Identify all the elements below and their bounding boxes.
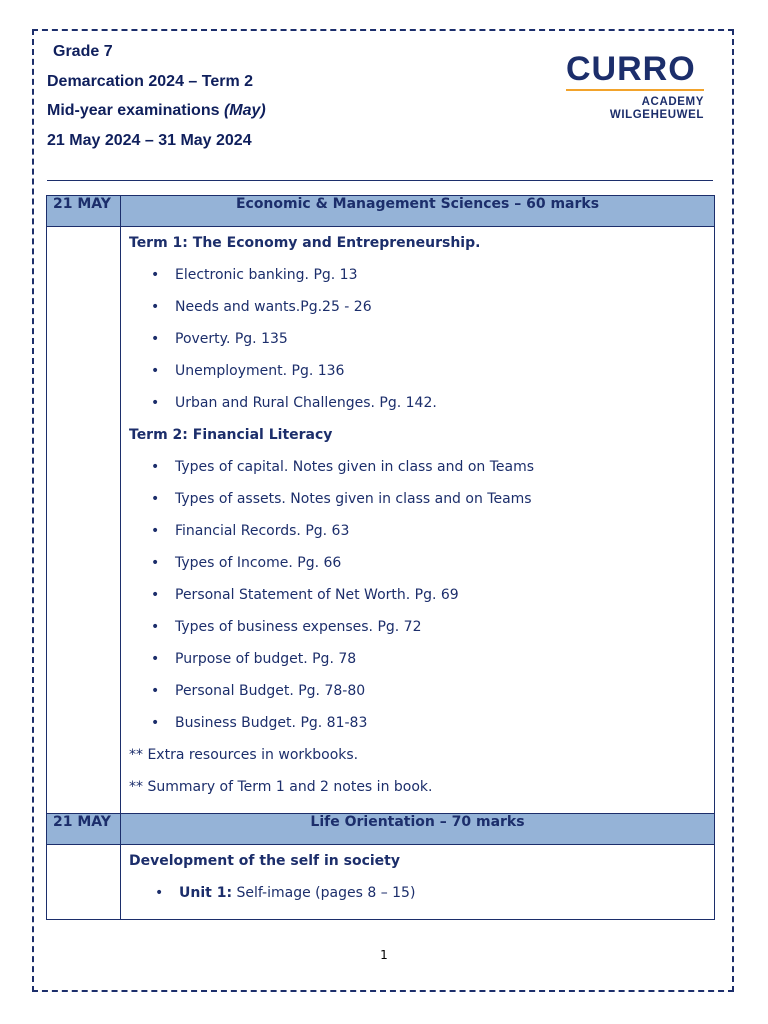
list-item-text: Types of assets. Notes given in class and on Teams <box>175 491 532 507</box>
list-item <box>129 881 706 913</box>
list-item-text: Business Budget. Pg. 81-83 <box>175 715 368 731</box>
list-item-text: Electronic banking. Pg. 13 <box>175 267 358 283</box>
list-item <box>129 391 706 423</box>
note-line: ** Extra resources in workbooks. <box>129 747 359 763</box>
exam-title-prefix: Mid-year examinations <box>47 102 224 119</box>
logo-accent-bar <box>566 89 704 91</box>
list-item <box>129 455 706 487</box>
bullet-icon: • <box>151 651 160 667</box>
list-item <box>129 359 706 391</box>
demarcation-table <box>46 195 715 920</box>
list-item <box>129 327 706 359</box>
logo-line-academy: ACADEMY <box>641 96 704 108</box>
exam-date: 21 MAY <box>47 196 121 227</box>
bullet-icon: • <box>151 555 160 571</box>
list-item <box>129 583 706 615</box>
bullet-icon: • <box>151 587 160 603</box>
list-item <box>129 679 706 711</box>
list-item-text: Personal Budget. Pg. 78-80 <box>175 683 366 699</box>
subject-content-cell <box>121 845 715 920</box>
list-item <box>129 295 706 327</box>
list-item-text: Types of business expenses. Pg. 72 <box>175 619 422 635</box>
bullet-icon: • <box>151 619 160 635</box>
bullet-icon: • <box>151 267 160 283</box>
bullet-icon: • <box>151 491 160 507</box>
exam-date: 21 MAY <box>47 814 121 845</box>
grade-label: Grade 7 <box>53 43 113 60</box>
bullet-icon: • <box>151 331 160 347</box>
bullet-icon: • <box>151 683 160 699</box>
subject-content-cell <box>121 227 715 814</box>
lo-heading: Development of the self in society <box>129 853 400 869</box>
list-item <box>129 551 706 583</box>
list-item-text: Types of capital. Notes given in class and on Teams <box>175 459 535 475</box>
subject-title: Economic & Management Sciences – 60 marks <box>121 196 715 227</box>
list-item <box>129 711 706 743</box>
subject-content-row <box>47 845 715 920</box>
exam-date-range: 21 May 2024 – 31 May 2024 <box>47 132 252 149</box>
bullet-icon: • <box>151 363 160 379</box>
bullet-icon: • <box>151 395 160 411</box>
list-item <box>129 647 706 679</box>
list-item-text: Needs and wants.Pg.25 - 26 <box>175 299 372 315</box>
unit-label: Unit 1: <box>179 885 233 901</box>
list-item-text: Financial Records. Pg. 63 <box>175 523 350 539</box>
subject-header-row <box>47 196 715 227</box>
list-item-text: Purpose of budget. Pg. 78 <box>175 651 357 667</box>
logo-line-school: WILGEHEUWEL <box>609 109 704 121</box>
subject-content-row <box>47 227 715 814</box>
empty-date-cell <box>47 227 121 814</box>
list-item <box>129 519 706 551</box>
bullet-icon: • <box>151 299 160 315</box>
list-item <box>129 615 706 647</box>
list-item-text: Types of Income. Pg. 66 <box>175 555 342 571</box>
exam-title <box>47 102 266 120</box>
empty-date-cell <box>47 845 121 920</box>
logo-wordmark: CURRO <box>566 50 696 88</box>
subject-title: Life Orientation – 70 marks <box>121 814 715 845</box>
term1-heading: Term 1: The Economy and Entrepreneurship. <box>129 235 481 251</box>
page-number: 1 <box>380 948 388 962</box>
list-item-text: Poverty. Pg. 135 <box>175 331 288 347</box>
exam-title-month: (May) <box>223 102 266 119</box>
bullet-icon: • <box>151 459 160 475</box>
list-item-text: Urban and Rural Challenges. Pg. 142. <box>175 395 437 411</box>
bullet-icon: • <box>151 523 160 539</box>
bullet-icon: • <box>155 885 164 901</box>
header-divider <box>47 180 713 181</box>
demarcation-title: Demarcation 2024 – Term 2 <box>47 73 254 90</box>
unit-text: Self-image (pages 8 – 15) <box>232 885 416 901</box>
list-item <box>129 263 706 295</box>
list-item <box>129 487 706 519</box>
subject-header-row <box>47 814 715 845</box>
curro-logo <box>566 52 708 122</box>
list-item-text: Unemployment. Pg. 136 <box>175 363 345 379</box>
bullet-icon: • <box>151 715 160 731</box>
term2-heading: Term 2: Financial Literacy <box>129 427 333 443</box>
note-line: ** Summary of Term 1 and 2 notes in book. <box>129 779 433 795</box>
list-item-text: Personal Statement of Net Worth. Pg. 69 <box>175 587 459 603</box>
